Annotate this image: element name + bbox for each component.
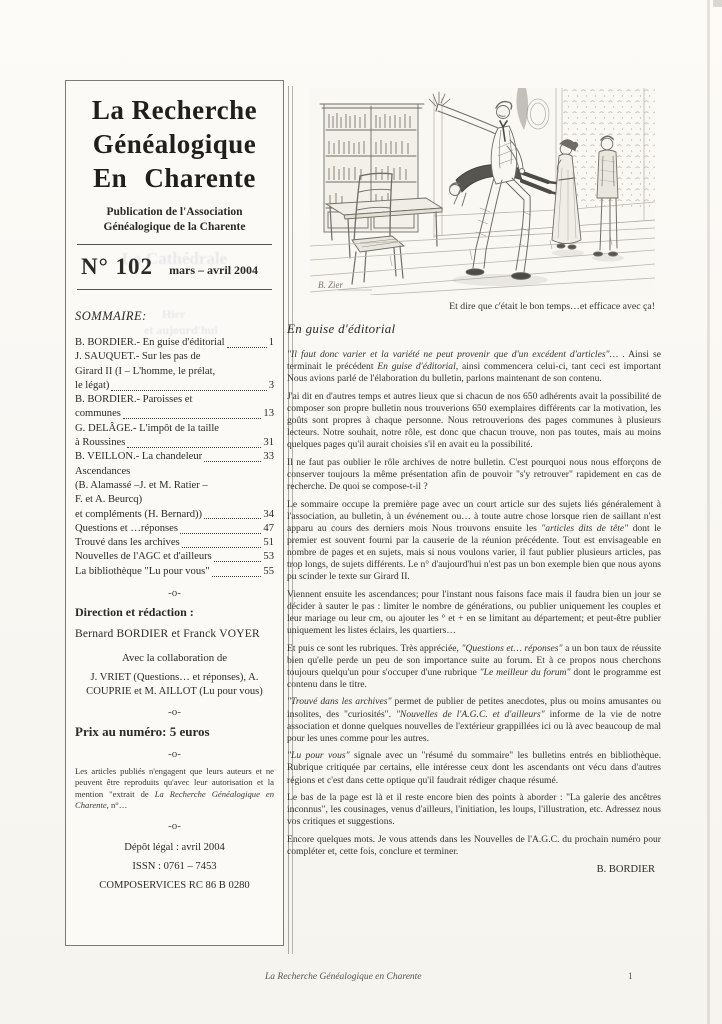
editorial-heading: En guise d'éditorial <box>287 321 396 336</box>
editorial-article <box>287 321 661 875</box>
direction-names: Bernard BORDIER et Franck VOYER <box>75 628 260 641</box>
toc-page-number: 31 <box>263 437 274 449</box>
toc-page-number: 33 <box>263 451 274 463</box>
shadow <box>452 274 548 286</box>
toc-entry-line: J. SAUQUET.- Sur les pas de <box>75 351 201 363</box>
toc-entry-line: F. et A. Beurcq) <box>75 494 143 506</box>
toc-entry-line: Girard II (I – L'homme, le prélat, <box>75 365 216 377</box>
editorial-paragraph: Le bas de la page est là et il reste encore bien des points à aborder : "La galerie des ancêtres inconnus", les cousinages, venus d'ailleurs, l'initiation, les loups, l'illustration, etc. Adressez nous vos critiques et suggestions. <box>287 792 661 828</box>
toc-page-number: 13 <box>263 408 274 420</box>
footer-page-number: 1 <box>628 972 633 982</box>
engraving-illustration <box>310 88 655 295</box>
issue-line <box>81 254 274 280</box>
toc-entry: et compléments (H. Bernard)) 34 <box>75 508 274 522</box>
bleedthrough-text: et aujourd'hui <box>144 323 218 337</box>
scan-edge-artifact <box>707 0 710 1024</box>
spanking-scene-drawing <box>310 88 655 295</box>
toc-leader-dots <box>212 576 262 577</box>
toc-leader-dots <box>123 418 262 419</box>
editorial-paragraph: "Il faut donc varier et la variété ne peut provenir que d'un excédent d'articles"… . Ainsi se terminait le précédent En guise d'éditorial, ainsi commencera celui-ci, tant ceci est important Nous avions parlé de l'élaboration du bulletin, parlons maintenant de son contenu. <box>287 349 661 385</box>
collaboration-intro: Avec la collaboration de <box>121 652 228 665</box>
section-separator: -o- <box>168 706 181 719</box>
toc-leader-dots <box>111 390 266 391</box>
journal-title-line: Généalogique <box>92 129 257 159</box>
toc-entry: le légat) 3 <box>75 379 274 393</box>
toc-entry-line: B. BORDIER.- Paroisses et <box>75 394 193 406</box>
toc-page-number: 1 <box>268 337 274 348</box>
sommaire-heading: SOMMAIRE: <box>75 309 147 323</box>
reproduction-disclaimer: Les articles publiés n'engagent que leurs auteurs et ne peuvent être reproduits qu'avec leur autorisation et la mention "extrait de La Recherche Généalogique en Charente, n°… <box>75 766 274 811</box>
illustration-caption: Et dire que c'était le bon temps…et efficace avec ça! <box>449 301 655 312</box>
section-separator: -o- <box>168 819 181 832</box>
editorial-paragraph: Viennent ensuite les ascendances; pour l'instant nous faisons face mais il faudra bien un jour se décider à sauter le pas : limiter le nombre de générations, ou publier uniquement les couples et leur mariage ou leur cm, ou ajouter les ° et + en se limitant au département; et peut-être publier uniquement les listes éclairs, les quartiers… <box>287 588 661 636</box>
toc-leader-dots <box>182 547 262 548</box>
journal-title-line: En Charente <box>93 163 256 193</box>
editorial-paragraph: Encore quelques mots. Je vous attends dans les Nouvelles de l'A.G.C. du prochain numéro pour compléter et, cette fois, conclure et terminer. <box>287 833 661 857</box>
publication-subtitle: Publication de l'Association Généalogique de la Charente <box>103 206 246 233</box>
section-separator: -o- <box>168 748 181 761</box>
toc-page-number: 53 <box>263 551 274 563</box>
toc-page-number: 3 <box>268 379 274 391</box>
issue-date: mars – avril 2004 <box>169 263 259 277</box>
issue-number: N° 102 <box>81 254 154 279</box>
toc-leader-dots <box>204 461 261 462</box>
editorial-signature: B. BORDIER <box>596 863 655 875</box>
toc-entry: Questions et …réponses 47 <box>75 522 274 536</box>
imprint-block <box>75 838 274 895</box>
toc-page-number: 55 <box>263 565 274 577</box>
toc-leader-dots <box>227 347 267 348</box>
shadow <box>552 250 584 257</box>
editorial-paragraph: "Lu pour vous" signale avec un "résumé du sommaire" les bulletins entrés en bibliothèque. Rubrique critiquée par certains, elle intéresse ceux dont les ascendants ont vécu dans d'autres régions et c'est dans cette optique qu'il faudrait rédiger chaque résumé. <box>287 750 661 786</box>
collaboration-names: J. VRIET (Questions… et réponses), A. COUPRIE et M. AILLOT (Lu pour vous) <box>86 672 263 697</box>
masthead-sidebar <box>65 80 284 946</box>
editorial-paragraph: Il ne faut pas oublier le rôle archives de notre bulletin. C'est pourquoi nous nous efforçons de conserver toujours la même présentation afin de pouvoir "s'y retrouver" rapidement en cas de recherche. De quoi se compose-t-il ? <box>287 456 661 492</box>
toc-entry: Nouvelles de l'AGC et d'ailleurs 53 <box>75 550 274 564</box>
toc-entry: communes 13 <box>75 407 274 421</box>
masthead-divider <box>77 289 272 290</box>
toc-page-number: 47 <box>263 522 274 534</box>
toc-page-number: 34 <box>263 508 274 520</box>
journal-title <box>75 93 274 195</box>
masthead-divider <box>77 244 272 245</box>
table-of-contents <box>75 336 274 579</box>
toc-leader-dots <box>214 561 262 562</box>
toc-leader-dots <box>127 447 261 448</box>
direction-heading: Direction et rédaction : <box>75 605 194 620</box>
toc-entry-line: Ascendances <box>75 465 131 477</box>
footer-journal-title: La Recherche Généalogique en Charente <box>265 972 422 982</box>
scan-corner-artifact <box>713 0 722 7</box>
editorial-body <box>287 349 661 858</box>
price-per-issue: Prix au numéro: 5 euros <box>75 724 210 740</box>
editorial-paragraph: J'ai dit en d'autres temps et autres lieux que si chacun de nos 650 adhérents avait la possibilité de composer son propre bulletin nous trouverions 650 exemplaires différents car la motivation, les goûts sont propres à chaque personne. Nous retrouverions des pages communes à plusieurs lecteurs. Notre souhait, notre rôle, est donc que chacun trouve, non pas toutes, mais au moins quelques pages qu'il aurait choisies s'il en avait eu la possibilité. <box>287 390 661 451</box>
toc-leader-dots <box>204 518 261 519</box>
section-separator: -o- <box>168 587 181 600</box>
toc-entry-line: (B. Alamassé –J. et M. Ratier – <box>75 479 208 491</box>
depot-legal: Dépôt légal : avril 2004 <box>124 841 225 853</box>
toc-entry: B. VEILLON.- La chandeleur 33 <box>75 450 274 464</box>
bleedthrough-text: La Cathédrale <box>121 249 228 268</box>
issn: ISSN : 0761 – 7453 <box>132 860 217 872</box>
editorial-paragraph: Et puis ce sont les rubriques. Très appréciée, "Questions et… réponses" a un bon taux de réussite bien qu'elle perde un peu de son importance suite au forum. Et à ce propos nous cherchons toujours quelqu'un pour s'occuper d'une rubrique "Le meilleur du forum" dont le programme est contenu dans le titre. <box>287 642 661 690</box>
artist-signature: B. Zier <box>318 280 344 290</box>
toc-page-number: 51 <box>263 537 274 549</box>
toc-entry: à Roussines 31 <box>75 436 274 450</box>
toc-entry: La bibliothèque "Lu pour vous" 55 <box>75 565 274 579</box>
toc-entry: Trouvé dans les archives 51 <box>75 536 274 550</box>
editorial-paragraph: "Trouvé dans les archives" permet de publier de petites anecdotes, plus ou moins amusantes ou insolites, des "curiosités". "Nouvelles de l'A.G.C. et d'ailleurs" informe de la vie de notre association et donne quelques nouvelles de l'extérieur grappillées ici ou là avec beaucoup de mal pour les unes comme pour les autres. <box>287 696 661 744</box>
toc-entry: B. BORDIER.- En guise d'éditorial 1 <box>75 336 274 350</box>
toc-entry-line: G. DELÂGE.- L'impôt de la taille <box>75 422 220 434</box>
printer: COMPOSERVICES RC 86 B 0280 <box>99 879 250 891</box>
toc-leader-dots <box>180 533 261 534</box>
journal-title-line: La Recherche <box>91 95 258 125</box>
bleedthrough-text: Hier <box>162 307 186 321</box>
editorial-paragraph: Le sommaire occupe la première page avec un court article sur des sujets liés généralement à l'association, au bulletin, à un événement ou… à toute autre chose lorsque rien de saillant n'est apparu au cours des derniers mois Nous trouvons ensuite les "articles dits de tête" dont le premier est souvent fourni par la causerie de la réunion précédente. Tout est envisageable en nombre de pages et en sujets, mais si nous voulons varier, il faut publier plusieurs articles, pas trop longs, de sujets différents. Le n° d'aujourd'hui n'est pas un bon exemple bien que nous ayons pu scinder le texte sur Girard II. <box>287 498 661 583</box>
